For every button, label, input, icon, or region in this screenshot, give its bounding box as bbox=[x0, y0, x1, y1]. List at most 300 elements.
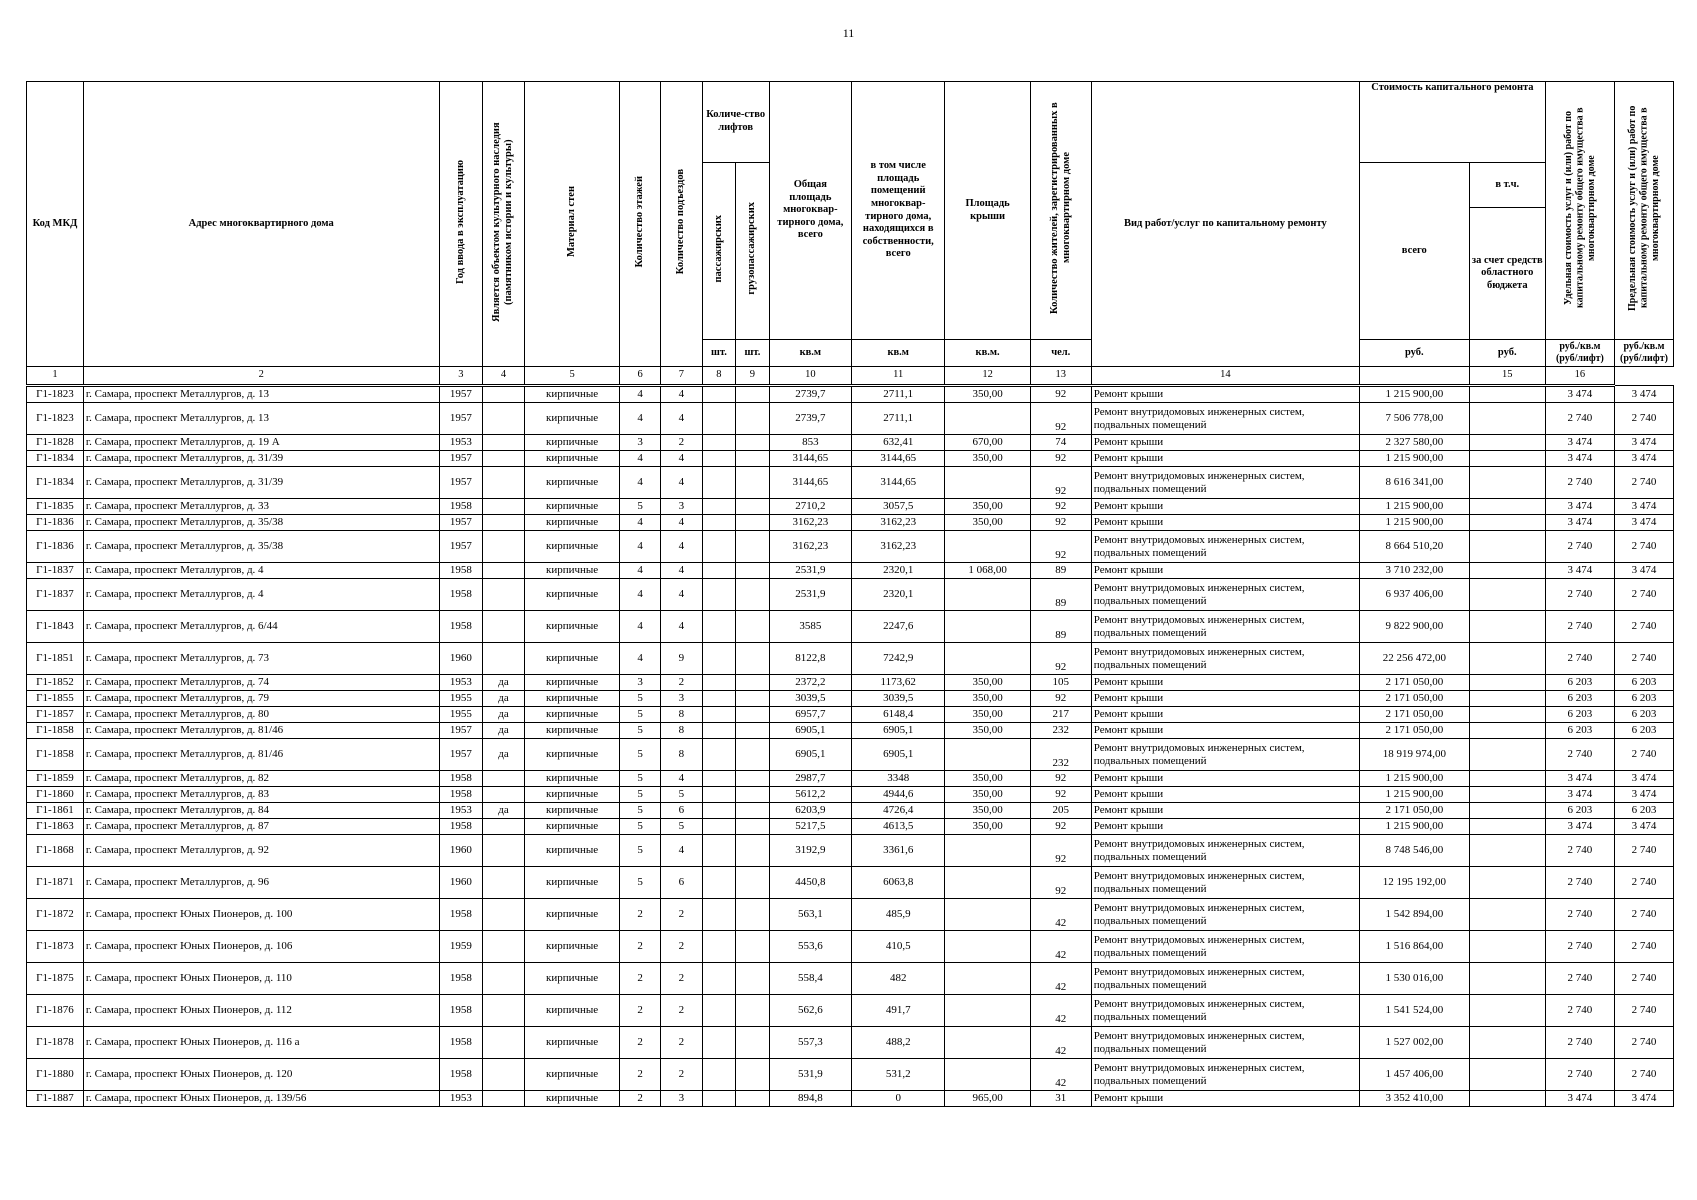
cell-heritage bbox=[483, 435, 525, 451]
cell-cost-total: 1 457 406,00 bbox=[1359, 1059, 1469, 1091]
cell-residents: 232 bbox=[1030, 723, 1091, 739]
cell-area-owned: 2247,6 bbox=[851, 611, 944, 643]
table-row bbox=[27, 499, 1674, 515]
cell-cost-total: 8 664 510,20 bbox=[1359, 531, 1469, 563]
cell-lifts-passenger bbox=[702, 515, 736, 531]
cell-roof-area bbox=[945, 403, 1030, 435]
cell-entrances: 4 bbox=[660, 611, 702, 643]
cell-roof-area: 350,00 bbox=[945, 451, 1030, 467]
cell-address: г. Самара, проспект Металлургов, д. 4 bbox=[83, 563, 439, 579]
cell-area-total: 2739,7 bbox=[769, 403, 851, 435]
cell-area-owned: 3348 bbox=[851, 771, 944, 787]
cell-heritage bbox=[483, 643, 525, 675]
table-row bbox=[27, 691, 1674, 707]
cell-code: Г1-1834 bbox=[27, 467, 84, 499]
cell-area-owned: 6063,8 bbox=[851, 867, 944, 899]
cell-area-owned: 3162,23 bbox=[851, 531, 944, 563]
cell-roof-area bbox=[945, 963, 1030, 995]
cell-wall: кирпичные bbox=[524, 899, 620, 931]
cell-cost-regional bbox=[1469, 899, 1545, 931]
cell-heritage: да bbox=[483, 707, 525, 723]
cell-residents: 92 bbox=[1030, 819, 1091, 835]
cell-unit-cost: 2 740 bbox=[1545, 467, 1614, 499]
unit-cost-total: руб. bbox=[1359, 340, 1469, 367]
table-row bbox=[27, 579, 1674, 611]
header-cost-total: всего bbox=[1359, 163, 1469, 340]
cell-area-owned: 482 bbox=[851, 963, 944, 995]
cell-heritage bbox=[483, 563, 525, 579]
cell-unit-cost: 3 474 bbox=[1545, 435, 1614, 451]
header-lifts-cargo: грузопассажирских bbox=[736, 163, 770, 340]
cell-floors: 5 bbox=[620, 835, 661, 867]
cell-lifts-cargo bbox=[736, 563, 770, 579]
cell-heritage: да bbox=[483, 675, 525, 691]
cell-address: г. Самара, проспект Металлургов, д. 92 bbox=[83, 835, 439, 867]
cell-entrances: 4 bbox=[660, 771, 702, 787]
cell-address: г. Самара, проспект Юных Пионеров, д. 120 bbox=[83, 1059, 439, 1091]
cell-residents: 42 bbox=[1030, 1027, 1091, 1059]
cell-address: г. Самара, проспект Металлургов, д. 83 bbox=[83, 787, 439, 803]
cell-year: 1957 bbox=[439, 451, 483, 467]
cell-lifts-passenger bbox=[702, 563, 736, 579]
cell-roof-area bbox=[945, 899, 1030, 931]
cell-heritage: да bbox=[483, 691, 525, 707]
table-row bbox=[27, 995, 1674, 1027]
cell-wall: кирпичные bbox=[524, 435, 620, 451]
cell-cost-regional bbox=[1469, 867, 1545, 899]
cell-area-owned: 2320,1 bbox=[851, 563, 944, 579]
header-work-type: Вид работ/услуг по капитальному ремонту bbox=[1091, 82, 1359, 367]
cell-lifts-cargo bbox=[736, 691, 770, 707]
cell-limit-cost: 2 740 bbox=[1614, 931, 1673, 963]
cell-floors: 5 bbox=[620, 771, 661, 787]
cell-unit-cost: 2 740 bbox=[1545, 931, 1614, 963]
cell-heritage bbox=[483, 403, 525, 435]
cell-code: Г1-1823 bbox=[27, 403, 84, 435]
cell-entrances: 5 bbox=[660, 787, 702, 803]
cell-wall: кирпичные bbox=[524, 691, 620, 707]
cell-roof-area: 350,00 bbox=[945, 515, 1030, 531]
cell-lifts-cargo bbox=[736, 1027, 770, 1059]
cell-work-type: Ремонт внутридомовых инженерных систем, подвальных помещений bbox=[1091, 611, 1359, 643]
cell-area-total: 558,4 bbox=[769, 963, 851, 995]
cell-limit-cost: 2 740 bbox=[1614, 403, 1673, 435]
cell-address: г. Самара, проспект Металлургов, д. 13 bbox=[83, 386, 439, 403]
cell-area-owned: 4944,6 bbox=[851, 787, 944, 803]
cell-work-type: Ремонт крыши bbox=[1091, 435, 1359, 451]
cell-roof-area: 350,00 bbox=[945, 803, 1030, 819]
cell-area-total: 6905,1 bbox=[769, 723, 851, 739]
cell-address: г. Самара, проспект Металлургов, д. 35/38 bbox=[83, 515, 439, 531]
cell-year: 1953 bbox=[439, 1091, 483, 1107]
cell-limit-cost: 3 474 bbox=[1614, 819, 1673, 835]
table-row bbox=[27, 835, 1674, 867]
cell-floors: 4 bbox=[620, 467, 661, 499]
header-area-total: Общая площадь многоквар-тирного дома, всего bbox=[769, 82, 851, 340]
cell-unit-cost: 3 474 bbox=[1545, 787, 1614, 803]
cell-entrances: 9 bbox=[660, 643, 702, 675]
cell-floors: 5 bbox=[620, 787, 661, 803]
cell-floors: 5 bbox=[620, 707, 661, 723]
cell-unit-cost: 2 740 bbox=[1545, 995, 1614, 1027]
table-row bbox=[27, 963, 1674, 995]
cell-heritage bbox=[483, 771, 525, 787]
cell-work-type: Ремонт внутридомовых инженерных систем, подвальных помещений bbox=[1091, 867, 1359, 899]
unit-area-total: кв.м bbox=[769, 340, 851, 367]
cell-year: 1957 bbox=[439, 739, 483, 771]
cell-cost-regional bbox=[1469, 579, 1545, 611]
cell-address: г. Самара, проспект Металлургов, д. 33 bbox=[83, 499, 439, 515]
cell-entrances: 3 bbox=[660, 691, 702, 707]
cell-area-owned: 0 bbox=[851, 1091, 944, 1107]
cell-lifts-passenger bbox=[702, 835, 736, 867]
cell-heritage bbox=[483, 515, 525, 531]
cell-roof-area: 1 068,00 bbox=[945, 563, 1030, 579]
cell-wall: кирпичные bbox=[524, 787, 620, 803]
cell-cost-regional bbox=[1469, 739, 1545, 771]
cell-entrances: 3 bbox=[660, 1091, 702, 1107]
cell-area-owned: 410,5 bbox=[851, 931, 944, 963]
cell-lifts-passenger bbox=[702, 803, 736, 819]
cell-limit-cost: 6 203 bbox=[1614, 723, 1673, 739]
cell-entrances: 4 bbox=[660, 531, 702, 563]
cell-year: 1958 bbox=[439, 771, 483, 787]
cell-heritage bbox=[483, 995, 525, 1027]
cell-roof-area: 350,00 bbox=[945, 707, 1030, 723]
column-number: 13 bbox=[1030, 367, 1091, 386]
cell-work-type: Ремонт внутридомовых инженерных систем, подвальных помещений bbox=[1091, 1027, 1359, 1059]
column-number: 15 bbox=[1469, 367, 1545, 386]
table-row bbox=[27, 723, 1674, 739]
cell-floors: 4 bbox=[620, 579, 661, 611]
cell-address: г. Самара, проспект Металлургов, д. 82 bbox=[83, 771, 439, 787]
cell-cost-regional bbox=[1469, 675, 1545, 691]
cell-cost-total: 2 171 050,00 bbox=[1359, 707, 1469, 723]
cell-cost-regional bbox=[1469, 563, 1545, 579]
cell-cost-regional bbox=[1469, 691, 1545, 707]
cell-code: Г1-1857 bbox=[27, 707, 84, 723]
cell-cost-total: 7 506 778,00 bbox=[1359, 403, 1469, 435]
table-row bbox=[27, 707, 1674, 723]
cell-lifts-cargo bbox=[736, 611, 770, 643]
cell-area-total: 2710,2 bbox=[769, 499, 851, 515]
cell-roof-area: 350,00 bbox=[945, 499, 1030, 515]
cell-area-owned: 6148,4 bbox=[851, 707, 944, 723]
unit-lifts-passenger: шт. bbox=[702, 340, 736, 367]
cell-cost-total: 1 215 900,00 bbox=[1359, 515, 1469, 531]
header-cost-regional: за счет средств областного бюджета bbox=[1471, 254, 1543, 291]
cell-cost-regional bbox=[1469, 467, 1545, 499]
header-cost: Стоимость капитального ремонта bbox=[1359, 82, 1545, 163]
cell-residents: 89 bbox=[1030, 611, 1091, 643]
cell-cost-total: 18 919 974,00 bbox=[1359, 739, 1469, 771]
header-residents: Количество жителей, зарегистрированных в многоквартирном доме bbox=[1030, 82, 1091, 340]
cell-floors: 5 bbox=[620, 499, 661, 515]
cell-residents: 92 bbox=[1030, 531, 1091, 563]
cell-cost-regional bbox=[1469, 643, 1545, 675]
cell-cost-total: 2 327 580,00 bbox=[1359, 435, 1469, 451]
header-cost-incl: в т.ч. bbox=[1470, 163, 1545, 208]
cell-year: 1960 bbox=[439, 867, 483, 899]
cell-address: г. Самара, проспект Металлургов, д. 13 bbox=[83, 403, 439, 435]
header-cost-incl-group bbox=[1469, 163, 1545, 340]
cell-area-total: 4450,8 bbox=[769, 867, 851, 899]
cell-address: г. Самара, проспект Металлургов, д. 81/46 bbox=[83, 723, 439, 739]
header-roof-area: Площадь крыши bbox=[945, 82, 1030, 340]
cell-work-type: Ремонт крыши bbox=[1091, 515, 1359, 531]
cell-address: г. Самара, проспект Юных Пионеров, д. 106 bbox=[83, 931, 439, 963]
cell-cost-regional bbox=[1469, 819, 1545, 835]
cell-area-total: 531,9 bbox=[769, 1059, 851, 1091]
cell-wall: кирпичные bbox=[524, 563, 620, 579]
cell-cost-total: 6 937 406,00 bbox=[1359, 579, 1469, 611]
cell-lifts-passenger bbox=[702, 467, 736, 499]
cell-wall: кирпичные bbox=[524, 531, 620, 563]
cell-lifts-cargo bbox=[736, 515, 770, 531]
cell-roof-area bbox=[945, 1027, 1030, 1059]
unit-limit-cost: руб./кв.м (руб/лифт) bbox=[1614, 340, 1673, 367]
cell-roof-area bbox=[945, 931, 1030, 963]
cell-residents: 92 bbox=[1030, 643, 1091, 675]
cell-address: г. Самара, проспект Металлургов, д. 73 bbox=[83, 643, 439, 675]
cell-heritage bbox=[483, 1027, 525, 1059]
cell-heritage bbox=[483, 931, 525, 963]
cell-floors: 3 bbox=[620, 435, 661, 451]
cell-area-owned: 7242,9 bbox=[851, 643, 944, 675]
cell-year: 1955 bbox=[439, 707, 483, 723]
cell-cost-regional bbox=[1469, 787, 1545, 803]
cell-limit-cost: 2 740 bbox=[1614, 835, 1673, 867]
cell-unit-cost: 2 740 bbox=[1545, 579, 1614, 611]
cell-area-owned: 4613,5 bbox=[851, 819, 944, 835]
cell-unit-cost: 2 740 bbox=[1545, 739, 1614, 771]
cell-work-type: Ремонт крыши bbox=[1091, 707, 1359, 723]
cell-cost-total: 3 352 410,00 bbox=[1359, 1091, 1469, 1107]
unit-cost-regional: руб. bbox=[1469, 340, 1545, 367]
cell-cost-regional bbox=[1469, 1059, 1545, 1091]
cell-limit-cost: 2 740 bbox=[1614, 867, 1673, 899]
cell-floors: 2 bbox=[620, 1059, 661, 1091]
cell-lifts-passenger bbox=[702, 691, 736, 707]
table-row bbox=[27, 1091, 1674, 1107]
cell-unit-cost: 3 474 bbox=[1545, 386, 1614, 403]
cell-roof-area bbox=[945, 1059, 1030, 1091]
cell-unit-cost: 2 740 bbox=[1545, 403, 1614, 435]
cell-lifts-cargo bbox=[736, 1059, 770, 1091]
cell-lifts-passenger bbox=[702, 787, 736, 803]
cell-cost-total: 8 748 546,00 bbox=[1359, 835, 1469, 867]
cell-limit-cost: 3 474 bbox=[1614, 499, 1673, 515]
column-number: 8 bbox=[702, 367, 736, 386]
cell-roof-area: 350,00 bbox=[945, 675, 1030, 691]
cell-area-total: 557,3 bbox=[769, 1027, 851, 1059]
cell-area-total: 853 bbox=[769, 435, 851, 451]
cell-lifts-passenger bbox=[702, 531, 736, 563]
cell-lifts-cargo bbox=[736, 819, 770, 835]
cell-floors: 2 bbox=[620, 995, 661, 1027]
cell-code: Г1-1852 bbox=[27, 675, 84, 691]
cell-code: Г1-1876 bbox=[27, 995, 84, 1027]
cell-cost-total: 1 530 016,00 bbox=[1359, 963, 1469, 995]
unit-area-owned: кв.м bbox=[851, 340, 944, 367]
column-number bbox=[1359, 367, 1469, 386]
header-heritage: Является объектом культурного наследия (памятником истории и культуры) bbox=[483, 82, 525, 367]
cell-floors: 4 bbox=[620, 403, 661, 435]
cell-work-type: Ремонт крыши bbox=[1091, 675, 1359, 691]
cell-entrances: 4 bbox=[660, 515, 702, 531]
cell-address: г. Самара, проспект Юных Пионеров, д. 100 bbox=[83, 899, 439, 931]
cell-area-owned: 531,2 bbox=[851, 1059, 944, 1091]
table-row bbox=[27, 403, 1674, 435]
cell-floors: 2 bbox=[620, 931, 661, 963]
cell-code: Г1-1836 bbox=[27, 531, 84, 563]
cell-code: Г1-1837 bbox=[27, 579, 84, 611]
column-number: 6 bbox=[620, 367, 661, 386]
cell-entrances: 2 bbox=[660, 963, 702, 995]
cell-address: г. Самара, проспект Металлургов, д. 31/39 bbox=[83, 451, 439, 467]
cell-area-owned: 491,7 bbox=[851, 995, 944, 1027]
cell-lifts-passenger bbox=[702, 1027, 736, 1059]
unit-roof-area: кв.м. bbox=[945, 340, 1030, 367]
column-number: 2 bbox=[83, 367, 439, 386]
cell-lifts-passenger bbox=[702, 931, 736, 963]
cell-heritage: да bbox=[483, 803, 525, 819]
cell-limit-cost: 2 740 bbox=[1614, 579, 1673, 611]
cell-lifts-passenger bbox=[702, 403, 736, 435]
cell-unit-cost: 3 474 bbox=[1545, 563, 1614, 579]
cell-residents: 92 bbox=[1030, 451, 1091, 467]
cell-lifts-cargo bbox=[736, 995, 770, 1027]
cell-work-type: Ремонт внутридомовых инженерных систем, подвальных помещений bbox=[1091, 931, 1359, 963]
cell-entrances: 4 bbox=[660, 451, 702, 467]
column-numbers-row bbox=[27, 367, 1674, 386]
table-row bbox=[27, 931, 1674, 963]
cell-heritage bbox=[483, 451, 525, 467]
cell-code: Г1-1873 bbox=[27, 931, 84, 963]
cell-limit-cost: 2 740 bbox=[1614, 963, 1673, 995]
cell-work-type: Ремонт внутридомовых инженерных систем, подвальных помещений bbox=[1091, 579, 1359, 611]
table-row bbox=[27, 435, 1674, 451]
cell-area-total: 2739,7 bbox=[769, 386, 851, 403]
column-number: 3 bbox=[439, 367, 483, 386]
cell-lifts-cargo bbox=[736, 499, 770, 515]
cell-residents: 217 bbox=[1030, 707, 1091, 723]
cell-roof-area bbox=[945, 531, 1030, 563]
cell-lifts-cargo bbox=[736, 643, 770, 675]
cell-area-owned: 3162,23 bbox=[851, 515, 944, 531]
cell-area-total: 3144,65 bbox=[769, 451, 851, 467]
cell-floors: 5 bbox=[620, 691, 661, 707]
cell-roof-area bbox=[945, 867, 1030, 899]
cell-cost-total: 1 215 900,00 bbox=[1359, 819, 1469, 835]
header-area-owned: в том числе площадь помещений многоквар-тирного дома, находящихся в собственности, всего bbox=[851, 82, 944, 340]
cell-roof-area: 350,00 bbox=[945, 819, 1030, 835]
cell-wall: кирпичные bbox=[524, 1059, 620, 1091]
cell-residents: 74 bbox=[1030, 435, 1091, 451]
cell-year: 1958 bbox=[439, 563, 483, 579]
cell-wall: кирпичные bbox=[524, 467, 620, 499]
cell-cost-total: 9 822 900,00 bbox=[1359, 611, 1469, 643]
header-wall: Материал стен bbox=[524, 82, 620, 367]
cell-entrances: 2 bbox=[660, 995, 702, 1027]
cell-year: 1958 bbox=[439, 819, 483, 835]
cell-area-total: 563,1 bbox=[769, 899, 851, 931]
cell-cost-regional bbox=[1469, 531, 1545, 563]
cell-limit-cost: 3 474 bbox=[1614, 386, 1673, 403]
header-year: Год ввода в эксплуатацию bbox=[439, 82, 483, 367]
cell-unit-cost: 2 740 bbox=[1545, 867, 1614, 899]
cell-unit-cost: 3 474 bbox=[1545, 499, 1614, 515]
cell-roof-area bbox=[945, 611, 1030, 643]
cell-area-total: 3162,23 bbox=[769, 531, 851, 563]
column-number: 10 bbox=[769, 367, 851, 386]
cell-area-total: 2987,7 bbox=[769, 771, 851, 787]
cell-lifts-passenger bbox=[702, 611, 736, 643]
unit-residents: чел. bbox=[1030, 340, 1091, 367]
cell-lifts-cargo bbox=[736, 451, 770, 467]
cell-heritage bbox=[483, 1059, 525, 1091]
cell-lifts-passenger bbox=[702, 995, 736, 1027]
column-number: 9 bbox=[736, 367, 770, 386]
cell-address: г. Самара, проспект Металлургов, д. 74 bbox=[83, 675, 439, 691]
cell-area-total: 3192,9 bbox=[769, 835, 851, 867]
cell-lifts-cargo bbox=[736, 787, 770, 803]
column-number: 5 bbox=[524, 367, 620, 386]
cell-area-owned: 6905,1 bbox=[851, 723, 944, 739]
cell-cost-total: 2 171 050,00 bbox=[1359, 723, 1469, 739]
cell-heritage bbox=[483, 819, 525, 835]
cell-code: Г1-1878 bbox=[27, 1027, 84, 1059]
cell-limit-cost: 3 474 bbox=[1614, 787, 1673, 803]
cell-work-type: Ремонт крыши bbox=[1091, 563, 1359, 579]
cell-cost-regional bbox=[1469, 611, 1545, 643]
cell-wall: кирпичные bbox=[524, 867, 620, 899]
cell-year: 1957 bbox=[439, 386, 483, 403]
cell-entrances: 2 bbox=[660, 1027, 702, 1059]
cell-limit-cost: 3 474 bbox=[1614, 451, 1673, 467]
table-row bbox=[27, 867, 1674, 899]
cell-entrances: 4 bbox=[660, 403, 702, 435]
cell-entrances: 2 bbox=[660, 931, 702, 963]
cell-lifts-passenger bbox=[702, 499, 736, 515]
cell-cost-regional bbox=[1469, 963, 1545, 995]
cell-unit-cost: 3 474 bbox=[1545, 451, 1614, 467]
cell-entrances: 4 bbox=[660, 835, 702, 867]
cell-work-type: Ремонт крыши bbox=[1091, 771, 1359, 787]
cell-code: Г1-1837 bbox=[27, 563, 84, 579]
cell-cost-regional bbox=[1469, 515, 1545, 531]
cell-address: г. Самара, проспект Юных Пионеров, д. 139/56 bbox=[83, 1091, 439, 1107]
cell-entrances: 2 bbox=[660, 435, 702, 451]
cell-lifts-cargo bbox=[736, 771, 770, 787]
cell-entrances: 4 bbox=[660, 579, 702, 611]
cell-code: Г1-1823 bbox=[27, 386, 84, 403]
cell-residents: 205 bbox=[1030, 803, 1091, 819]
cell-lifts-passenger bbox=[702, 579, 736, 611]
cell-entrances: 4 bbox=[660, 563, 702, 579]
column-number: 11 bbox=[851, 367, 944, 386]
header-address: Адрес многоквартирного дома bbox=[83, 82, 439, 367]
cell-address: г. Самара, проспект Юных Пионеров, д. 116 а bbox=[83, 1027, 439, 1059]
cell-residents: 92 bbox=[1030, 835, 1091, 867]
cell-wall: кирпичные bbox=[524, 643, 620, 675]
table-body bbox=[27, 386, 1674, 1107]
cell-cost-total: 3 710 232,00 bbox=[1359, 563, 1469, 579]
cell-code: Г1-1861 bbox=[27, 803, 84, 819]
table-row bbox=[27, 643, 1674, 675]
cell-unit-cost: 3 474 bbox=[1545, 819, 1614, 835]
cell-lifts-passenger bbox=[702, 451, 736, 467]
